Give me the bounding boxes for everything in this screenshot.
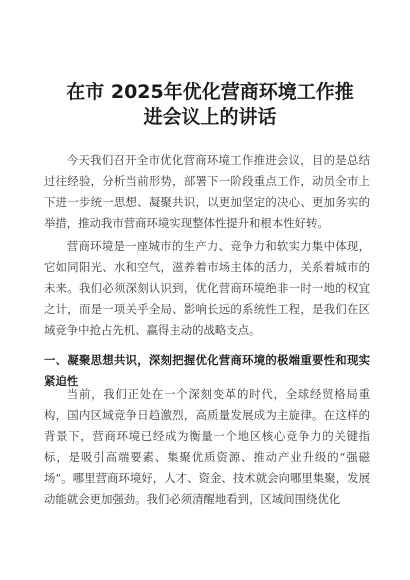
second-paragraph: 营商环境是一座城市的生产力、竞争力和软实力集中体现，它如同阳光、水和空气，滋养着市场主体的活力，关系着城市的未来。我们必须深刻认识到，优化营商环境绝非一时一地的权宜之计，而是一项关乎全局、影响长远的系统性工程，是我们在区域竞争中抢占先机、赢得主动的战略支点。 bbox=[44, 239, 370, 337]
intro-paragraph: 今天我们召开全市优化营商环境工作推进会议，目的是总结过往经验，分析当前形势，部署下一阶段重点工作，动员全市上下进一步统一思想、凝聚共识，以更加坚定的决心、更加务实的举措，推动我市营商环境实现整体性提升和根本性好转。 bbox=[44, 153, 370, 230]
section-paragraph: 当前，我们正处在一个深刻变革的时代，全球经贸格局重构，国内区域竞争日趋激烈，高质量发展成为主旋律。在这样的背景下，营商环境已经成为衡量一个地区核心竞争力的关键指标，是吸引高端要素、集聚优质资源、推动产业升级的“强磁场”。哪里营商环境好，人才、资金、技术就会向哪里集聚，发展动能就会更加强劲。我们必须清醒地看到，区域间围绕优化 bbox=[44, 387, 370, 506]
document-title: 在市 2025年优化营商环境工作推进会议上的讲话 bbox=[66, 81, 354, 128]
section-heading: 一、凝聚思想共识，深刻把握优化营商环境的极端重要性和现实紧迫性 bbox=[44, 353, 370, 388]
